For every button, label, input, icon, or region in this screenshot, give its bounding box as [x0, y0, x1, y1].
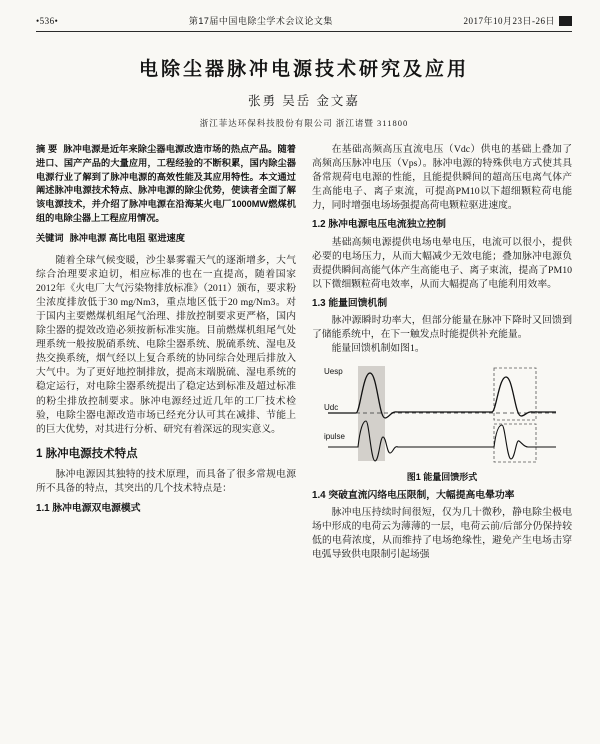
intro-paragraph: 随着全球气候变暖，沙尘暴雾霾天气的逐渐增多，大气综合治理要求迫切，相应标准的也在一直提高，随着国家2012年《火电厂大气污染物排放标准》（2011）颁布，要求粉尘浓度排放低于30 mg/Nm3，重点地区低于20 mg/Nm3。对于国内主要燃煤机组尾气治理、排放控制要求更严格，国内除尘器的提效改造必须按新标准实施。目前燃煤机组尾气处理系统一般按脱硝系统、电除尘器系统、脱硫系统、湿电及热交换系统，烟气经以上复合系统的协同综合处理后排放入大气中。为了更好地控制排放，提高末端脱硫、湿电系统的稳定运行，对电除尘器系统提出了稳定达到标准及超过标准的粉尘排放控制要求。脉冲电源经过近几年的工厂技术检验，电除尘器电源改造市场已经充分认可其在减排、节能上的巨大优势，对其进行分析、研究有着深远的现实意义。: [36, 254, 296, 435]
header-right: [463, 14, 572, 27]
flashover-paragraph: 脉冲电压持续时间很短，仅为几十微秒，静电除尘极电场中形成的电荷云为薄薄的一层，电荷云前/后部分仍保持较低的电荷浓度，从而维持了电场绝缘性，避免产生电场击穿电弧导致供电限制引起场强: [312, 506, 572, 561]
energy-feedback-figure: [312, 361, 572, 484]
authors: 张勇 吴岳 金文嘉: [248, 94, 360, 108]
abstract-text: 脉冲电源是近年来除尘器电源改造市场的热点产品。随着进口、国产产品的大量应用，工程经验的不断积累，国内除尘器电源行业了解到了脉冲电源的高效性能及其应用特性。本文通过阐述脉冲电源技术特点、脉冲电源的除尘优势，使读者全面了解该电源技术，并介绍了脉冲电源在沿海某火电厂1000MW燃煤机组的电除尘器上工程应用情况。: [36, 144, 296, 223]
proceedings-title: 第17届中国电除尘学术会议论文集: [188, 16, 333, 26]
right-column: [312, 143, 572, 562]
keywords-text: 脉冲电源 高比电阻 驱进速度: [69, 232, 185, 243]
ipulse-label: ipulse: [324, 431, 345, 441]
scan-artifact: [559, 16, 572, 26]
abstract-label: 摘 要: [36, 144, 58, 154]
keywords-label: 关键词: [36, 232, 64, 243]
waveform-diagram-svg: [312, 361, 572, 469]
independent-control-paragraph: 基础高频电源提供电场电晕电压，电流可以很小，提供必要的电场压力，从而大幅减少无效电能；叠加脉冲电源负责提供瞬间高能气体产生高能电子、离子束流，提高了PM10以下微细颗粒荷电效率，从而大幅提高了电能利用效率。: [312, 236, 572, 290]
page-header: [36, 12, 572, 32]
section-1-2-heading: 1.2 脉冲电源电压电流独立控制: [312, 219, 446, 231]
energy-feedback-paragraph: 脉冲源瞬时功率大，但部分能量在脉冲下降时又回馈到了储能系统中，在下一触发点时能提供补充能量。: [312, 315, 572, 341]
section-1-4-heading: 1.4 突破直流闪络电压限制，大幅提高电晕功率: [312, 489, 515, 501]
section-1-paragraph: 脉冲电源因其独特的技术原理，而具备了很多常规电源所不具备的特点，其突出的几个技术特点是：: [36, 469, 296, 495]
dual-supply-paragraph: 在基础高频高压直流电压（Vdc）供电的基础上叠加了高频高压脉冲电压（Vps）。脉冲电源的特殊供电方式使其具备常规荷电电源的性能，且能提供瞬间的超高压电离气体产生高能电子、离子束流，可提高PM10以下超细颗粒荷电能力，同时增强电场场强提高荷电颗粒驱进速度。: [312, 144, 572, 212]
abstract: [36, 143, 296, 226]
section-1-heading: 1 脉冲电源技术特点: [36, 447, 138, 460]
uesp-label: Uesp: [324, 366, 343, 376]
affiliation: 浙江菲达环保科技股份有限公司 浙江诸暨 311800: [199, 118, 409, 128]
page-number: •536•: [36, 15, 59, 26]
figure-intro: 能量回馈机制如图1。: [331, 343, 425, 355]
figure-caption: 图1 能量回馈形式: [406, 471, 478, 482]
left-column: [36, 143, 296, 562]
conference-date: 2017年10月23日-26日: [463, 16, 555, 26]
section-1-3-heading: 1.3 能量回馈机制: [312, 298, 388, 310]
paper-title: 电除尘器脉冲电源技术研究及应用: [138, 59, 469, 80]
udc-label: Udc: [324, 402, 339, 412]
inset-box-current: [494, 424, 536, 462]
keywords: [36, 232, 296, 246]
body-columns: [36, 143, 572, 562]
section-1-1-heading: 1.1 脉冲电源双电源模式: [36, 502, 141, 514]
